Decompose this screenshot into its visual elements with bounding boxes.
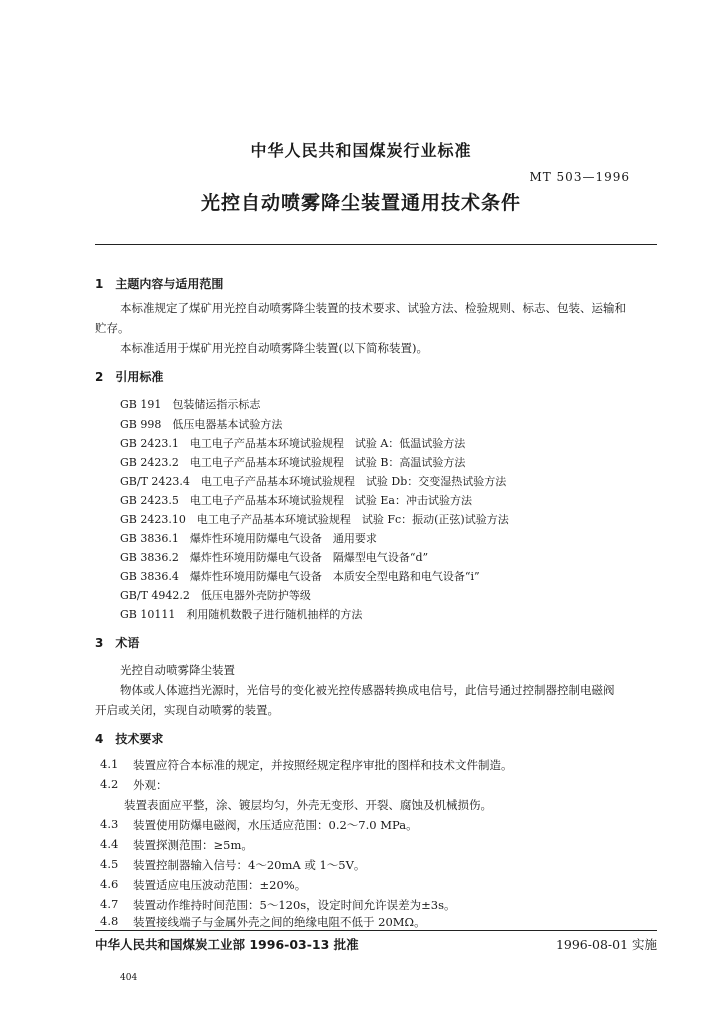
requirement-number: 4.2	[100, 777, 119, 791]
reference-item: GB/T 4942.2 低压电器外壳防护等级	[120, 589, 311, 602]
reference-item: GB/T 2423.4 电工电子产品基本环境试验规程 试验 Db：交变湿热试验方法	[120, 475, 507, 488]
section-4-heading: 4 技术要求	[95, 732, 164, 746]
reference-item: GB 3836.2 爆炸性环境用防爆电气设备 隔爆型电气设备“d”	[120, 551, 429, 564]
requirement-number: 4.3	[100, 817, 119, 831]
requirement-number: 4.7	[100, 897, 119, 911]
reference-item: GB 2423.5 电工电子产品基本环境试验规程 试验 Ea：冲击试验方法	[120, 494, 472, 507]
implementation-date: 1996-08-01 实施	[555, 937, 657, 952]
section-1-heading: 1 主题内容与适用范围	[95, 277, 224, 291]
reference-item: GB 10111 利用随机数骰子进行随机抽样的方法	[120, 608, 363, 621]
approval-statement: 中华人民共和国煤炭工业部 1996-03-13 批准	[95, 937, 359, 952]
term-name: 光控自动喷雾降尘装置	[120, 663, 235, 677]
term-definition-line-2: 开启或关闭，实现自动喷雾的装置。	[95, 703, 279, 717]
requirement-text: 装置动作维持时间范围：5～120s，设定时间允许误差为±3s。	[133, 898, 456, 912]
section-1-paragraph-1-line-1: 本标准规定了煤矿用光控自动喷雾降尘装置的技术要求、试验方法、检验规则、标志、包装、运输和	[120, 301, 626, 315]
page-number: 404	[120, 973, 138, 983]
requirement-text: 装置表面应平整，涂、镀层均匀，外壳无变形、开裂、腐蚀及机械损伤。	[124, 798, 492, 812]
header-divider	[95, 244, 657, 245]
requirement-number: 4.1	[100, 757, 119, 771]
requirement-text: 外观：	[133, 778, 168, 792]
requirement-text: 装置使用防爆电磁阀，水压适应范围：0.2～7.0 MPa。	[133, 818, 418, 832]
requirement-text: 装置探测范围：≥5m。	[133, 838, 253, 852]
reference-item: GB 998 低压电器基本试验方法	[120, 418, 283, 431]
document-title: 光控自动喷雾降尘装置通用技术条件	[200, 192, 521, 214]
requirement-text: 装置适应电压波动范围：±20%。	[133, 878, 307, 892]
requirement-text: 装置接线端子与金属外壳之间的绝缘电阻不低于 20MΩ。	[133, 915, 426, 929]
reference-item: GB 2423.1 电工电子产品基本环境试验规程 试验 A：低温试验方法	[120, 437, 466, 450]
standard-code: MT 503—1996	[529, 170, 630, 184]
requirement-number: 4.4	[100, 837, 119, 851]
requirement-number: 4.5	[100, 857, 119, 871]
reference-item: GB 2423.10 电工电子产品基本环境试验规程 试验 Fc：振动(正弦)试验方法	[120, 513, 509, 526]
requirement-number: 4.6	[100, 877, 119, 891]
requirement-text: 装置控制器输入信号：4～20mA 或 1～5V。	[133, 858, 366, 872]
reference-item: GB 3836.1 爆炸性环境用防爆电气设备 通用要求	[120, 532, 377, 545]
footer-divider	[95, 930, 657, 931]
reference-item: GB 3836.4 爆炸性环境用防爆电气设备 本质安全型电路和电气设备“i”	[120, 570, 480, 583]
term-definition-line-1: 物体或人体遮挡光源时，光信号的变化被光控传感器转换成电信号，此信号通过控制器控制电磁阀	[120, 683, 615, 697]
reference-item: GB 191 包装储运指示标志	[120, 398, 261, 411]
section-1-paragraph-2: 本标准适用于煤矿用光控自动喷雾降尘装置(以下简称装置)。	[120, 341, 428, 355]
requirement-text: 装置应符合本标准的规定，并按照经规定程序审批的图样和技术文件制造。	[133, 758, 513, 772]
reference-item: GB 2423.2 电工电子产品基本环境试验规程 试验 B：高温试验方法	[120, 456, 466, 469]
issuing-organization-title: 中华人民共和国煤炭行业标准	[250, 141, 472, 160]
section-1-paragraph-1-line-2: 贮存。	[95, 321, 130, 335]
section-2-heading: 2 引用标准	[95, 370, 164, 384]
requirement-number: 4.8	[100, 914, 119, 928]
section-3-heading: 3 术语	[95, 636, 140, 650]
